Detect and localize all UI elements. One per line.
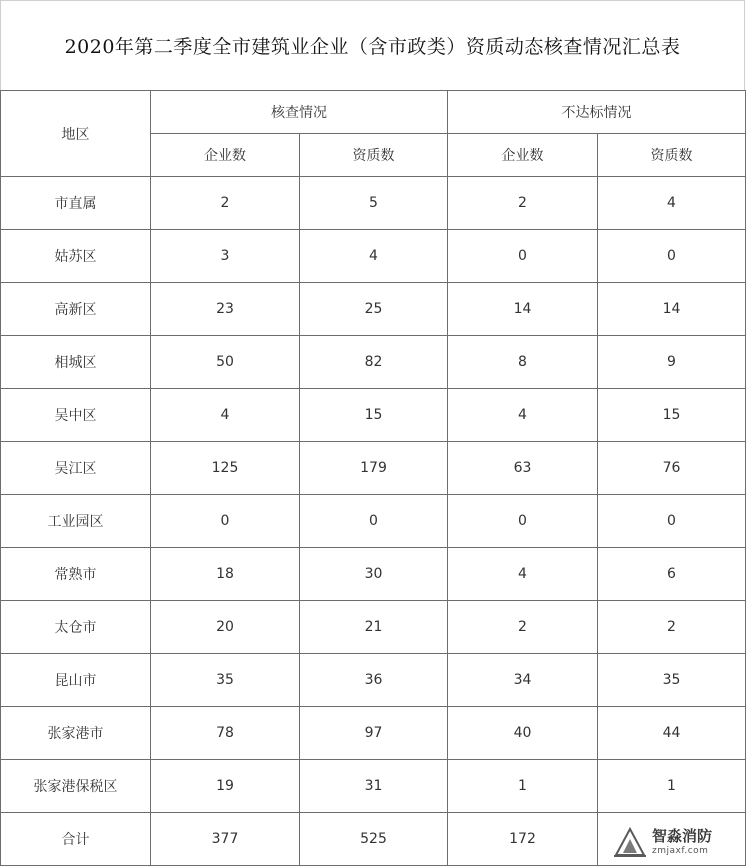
- check-qualifications-cell: 97: [300, 707, 448, 760]
- check-qualifications-cell: 5: [300, 177, 448, 230]
- table-row: [1, 230, 746, 283]
- check-qualifications-cell: 21: [300, 601, 448, 654]
- region-cell: 工业园区: [1, 495, 151, 548]
- sub-header-fail-qualifications: 资质数: [598, 134, 746, 177]
- check-companies-cell: 35: [151, 654, 300, 707]
- group-header-fail: 不达标情况: [448, 91, 746, 134]
- fail-qualifications-cell: 14: [598, 283, 746, 336]
- fail-qualifications-cell: 2: [598, 601, 746, 654]
- group-header-check: 核查情况: [151, 91, 448, 134]
- region-header: 地区: [1, 91, 151, 177]
- table-row: [1, 548, 746, 601]
- check-companies-cell: 19: [151, 760, 300, 813]
- fail-companies-cell: 0: [448, 230, 598, 283]
- check-companies-cell: 50: [151, 336, 300, 389]
- fail-qualifications-cell: 44: [598, 707, 746, 760]
- fail-qualifications-cell: 6: [598, 548, 746, 601]
- sub-header-check-companies: 企业数: [151, 134, 300, 177]
- check-companies-cell: 3: [151, 230, 300, 283]
- fail-qualifications-cell: 0: [598, 230, 746, 283]
- region-cell: 高新区: [1, 283, 151, 336]
- table-row: [1, 283, 746, 336]
- region-cell: 姑苏区: [1, 230, 151, 283]
- check-qualifications-cell: 30: [300, 548, 448, 601]
- region-cell: 常熟市: [1, 548, 151, 601]
- region-cell: 张家港市: [1, 707, 151, 760]
- fail-companies-cell: 2: [448, 177, 598, 230]
- check-qualifications-cell: 25: [300, 283, 448, 336]
- fail-qualifications-cell: 35: [598, 654, 746, 707]
- table-row: [1, 495, 746, 548]
- fail-companies-cell: 8: [448, 336, 598, 389]
- fail-companies-cell: 40: [448, 707, 598, 760]
- table-row: [1, 389, 746, 442]
- fail-companies-cell: 4: [448, 389, 598, 442]
- fail-companies-cell: 172: [448, 813, 598, 866]
- check-companies-cell: 20: [151, 601, 300, 654]
- check-qualifications-cell: 4: [300, 230, 448, 283]
- header-row-group: [1, 91, 746, 134]
- fail-qualifications-cell: [598, 813, 746, 866]
- check-companies-cell: 23: [151, 283, 300, 336]
- table-row: [1, 707, 746, 760]
- region-cell: 吴江区: [1, 442, 151, 495]
- page-title: 2020年第二季度全市建筑业企业（含市政类）资质动态核查情况汇总表: [64, 36, 681, 58]
- fail-qualifications-cell: 15: [598, 389, 746, 442]
- region-cell: 相城区: [1, 336, 151, 389]
- fail-qualifications-cell: 4: [598, 177, 746, 230]
- table-row: [1, 442, 746, 495]
- check-companies-cell: 125: [151, 442, 300, 495]
- region-cell: 太仓市: [1, 601, 151, 654]
- region-cell: 合计: [1, 813, 151, 866]
- summary-table: [0, 90, 746, 866]
- fail-qualifications-cell: 76: [598, 442, 746, 495]
- fail-companies-cell: 1: [448, 760, 598, 813]
- region-cell: 昆山市: [1, 654, 151, 707]
- check-companies-cell: 377: [151, 813, 300, 866]
- fail-qualifications-cell: 1: [598, 760, 746, 813]
- watermark-name: 智淼消防: [652, 826, 713, 845]
- fail-companies-cell: 34: [448, 654, 598, 707]
- fail-companies-cell: 0: [448, 495, 598, 548]
- fail-qualifications-cell: 0: [598, 495, 746, 548]
- fail-companies-cell: 2: [448, 601, 598, 654]
- check-qualifications-cell: 0: [300, 495, 448, 548]
- fail-qualifications-cell: 9: [598, 336, 746, 389]
- check-companies-cell: 78: [151, 707, 300, 760]
- region-cell: 张家港保税区: [1, 760, 151, 813]
- check-qualifications-cell: 15: [300, 389, 448, 442]
- title-header: [0, 0, 745, 90]
- table-row: [1, 601, 746, 654]
- check-companies-cell: 2: [151, 177, 300, 230]
- check-companies-cell: 0: [151, 495, 300, 548]
- table-row: [1, 177, 746, 230]
- check-qualifications-cell: 31: [300, 760, 448, 813]
- table-row: [1, 760, 746, 813]
- total-row: [1, 813, 746, 866]
- check-qualifications-cell: 36: [300, 654, 448, 707]
- fail-companies-cell: 63: [448, 442, 598, 495]
- sub-header-fail-companies: 企业数: [448, 134, 598, 177]
- check-companies-cell: 18: [151, 548, 300, 601]
- watermark-url: zmjaxf.com: [652, 845, 709, 856]
- fail-companies-cell: 14: [448, 283, 598, 336]
- check-qualifications-cell: 82: [300, 336, 448, 389]
- table-row: [1, 336, 746, 389]
- region-cell: 吴中区: [1, 389, 151, 442]
- region-cell: 市直属: [1, 177, 151, 230]
- check-qualifications-cell: 179: [300, 442, 448, 495]
- fail-companies-cell: 4: [448, 548, 598, 601]
- table-row: [1, 654, 746, 707]
- check-qualifications-cell: 525: [300, 813, 448, 866]
- sub-header-check-qualifications: 资质数: [300, 134, 448, 177]
- check-companies-cell: 4: [151, 389, 300, 442]
